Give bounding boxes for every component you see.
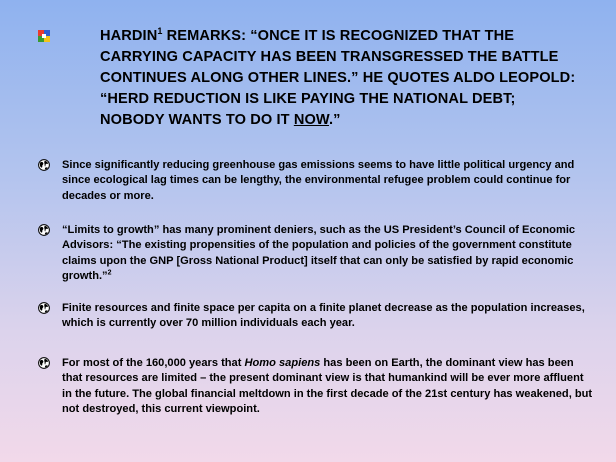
bullet-item — [38, 356, 593, 417]
four-color-square-bullet-icon — [38, 30, 50, 42]
globe-icon — [38, 357, 50, 369]
bullet-item — [38, 223, 593, 284]
bullet-text: Finite resources and finite space per capita on a finite planet decrease as the population increases, which is currently over 70 million individuals each year. — [62, 302, 585, 330]
bullet-text: For most of the 160,000 years that Homo sapiens has been on Earth, the dominant view has been that resources are limited – the present dominant view is that humankind will be ever more affluent in the future. The global financial meltdown in the first decade of the 21st century has weakened, but not destroyed, this current viewpoint. — [62, 357, 593, 415]
globe-icon — [38, 159, 50, 171]
bullet-item — [38, 158, 593, 204]
bullet-item — [38, 301, 593, 332]
globe-icon — [38, 302, 50, 314]
footnote-marker: 2 — [107, 269, 112, 277]
bullet-text: “Limits to growth” has many prominent deniers, such as the US President’s Council of Economic Advisors: “The existing propensities of the population and policies of the government constitute claims upon the GNP [Gross National Product] itself that can only be satisfied by rapid economic growth.” — [62, 224, 576, 282]
species-name: Homo sapiens — [244, 357, 321, 369]
bullet-text: Since significantly reducing greenhouse gas emissions seems to have little political urgency and since ecological lag times can be lengthy, the environmental refugee problem could continue for decades or more. — [62, 159, 575, 202]
globe-icon — [38, 224, 50, 236]
slide-title: HARDIN$^1$ REMARKS: “ONCE IT IS RECOGNIZED THAT THE CARRYING CAPACITY HAS BEEN TRANSGRESSED THE BATTLE CONTINUES ALONG OTHER LINES.” HE QUOTES ALDO LEOPOLD: “HERD REDUCTION IS LIKE PAYING THE NATIONAL DEBT; NOBODY WANTS TO DO IT NOW.” — [100, 26, 576, 128]
